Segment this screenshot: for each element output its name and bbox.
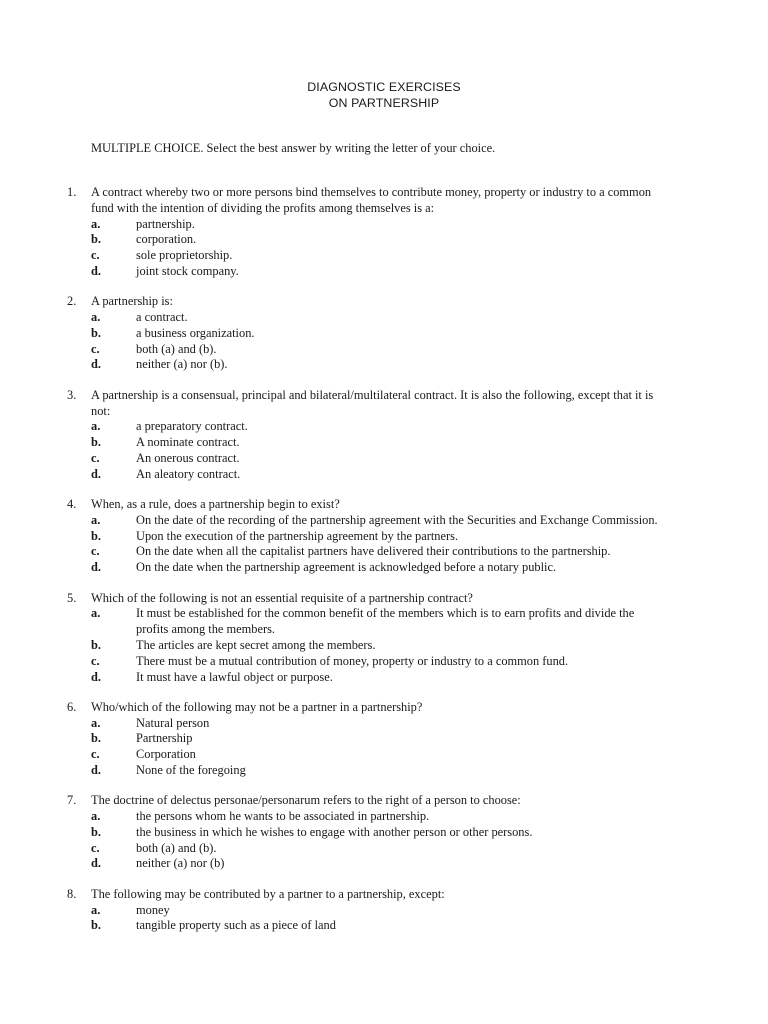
- choice-text: It must be established for the common benefit of the members which is to earn profits and divide the profits among the members.: [136, 606, 635, 637]
- choice-text: Partnership: [136, 731, 193, 746]
- choice-text: a preparatory contract.: [136, 419, 248, 434]
- choice-item: [67, 342, 687, 358]
- choice-item: [67, 544, 687, 560]
- choice-item: [67, 809, 687, 825]
- question-item: [67, 497, 687, 576]
- choice-item: [67, 747, 687, 763]
- choice-text: neither (a) nor (b).: [136, 357, 228, 372]
- choice-text: None of the foregoing: [136, 763, 246, 777]
- choice-list: [67, 606, 687, 685]
- choice-list: [67, 809, 687, 872]
- choice-item: [67, 435, 687, 451]
- choice-item: [67, 232, 687, 248]
- choice-item: [67, 654, 687, 670]
- choice-text: joint stock company.: [136, 263, 239, 278]
- choice-text: both (a) and (b).: [136, 341, 217, 356]
- question-text: The following may be contributed by a partner to a partnership, except:: [91, 886, 445, 901]
- choice-item: [67, 841, 687, 857]
- choice-letter: d.: [91, 763, 101, 777]
- document-title-line-1: DIAGNOSTIC EXERCISES: [307, 80, 461, 94]
- choice-text: neither (a) nor (b): [136, 856, 225, 871]
- choice-text: partnership.: [136, 216, 195, 231]
- choice-item: [67, 670, 687, 686]
- choice-letter: b.: [91, 731, 101, 746]
- choice-item: [67, 856, 687, 872]
- choice-item: [67, 419, 687, 435]
- choice-text: It must have a lawful object or purpose.: [136, 669, 333, 684]
- choice-text: A nominate contract.: [136, 435, 240, 450]
- choice-item: [67, 357, 687, 373]
- choice-text: tangible property such as a piece of land: [136, 918, 336, 933]
- question-number: 2.: [67, 294, 77, 309]
- choice-item: [67, 451, 687, 467]
- choice-letter: d.: [91, 466, 101, 481]
- question-item: [67, 185, 687, 280]
- question-item: [67, 294, 687, 373]
- choice-letter: b.: [91, 325, 101, 340]
- choice-letter: a.: [91, 715, 101, 730]
- choice-letter: c.: [91, 653, 100, 668]
- question-item: [67, 388, 687, 483]
- choice-letter: c.: [91, 840, 100, 855]
- choice-item: [67, 513, 687, 529]
- choice-letter: d.: [91, 263, 101, 278]
- choice-list: [67, 217, 687, 280]
- question-text: When, as a rule, does a partnership begin to exist?: [91, 497, 340, 512]
- instructions-text: MULTIPLE CHOICE. Select the best answer by writing the letter of your choice.: [91, 141, 496, 155]
- choice-item: [67, 903, 687, 919]
- choice-text: On the date when all the capitalist partners have delivered their contributions to the partnership.: [136, 544, 611, 559]
- choice-letter: a.: [91, 512, 101, 527]
- choice-item: [67, 716, 687, 732]
- question-number: 5.: [67, 590, 77, 605]
- choice-text: money: [136, 902, 170, 917]
- question-item: [67, 700, 687, 779]
- choice-letter: c.: [91, 341, 100, 356]
- choice-letter: d.: [91, 560, 101, 575]
- question-item: [67, 887, 687, 934]
- choice-item: [67, 264, 687, 280]
- choice-text: both (a) and (b).: [136, 840, 217, 855]
- choice-text: Upon the execution of the partnership agreement by the partners.: [136, 528, 459, 543]
- choice-item: [67, 248, 687, 264]
- choice-letter: b.: [91, 232, 101, 247]
- choice-list: [67, 716, 687, 779]
- choice-item: [67, 310, 687, 326]
- choice-item: [67, 918, 687, 934]
- question-text: Who/which of the following may not be a partner in a partnership?: [91, 699, 423, 714]
- choice-item: [67, 326, 687, 342]
- choice-letter: c.: [91, 747, 100, 762]
- choice-letter: d.: [91, 856, 101, 871]
- choice-text: There must be a mutual contribution of money, property or industry to a common fund.: [136, 653, 569, 668]
- question-number: 3.: [67, 387, 77, 402]
- question-number: 7.: [67, 793, 77, 808]
- choice-list: [67, 903, 687, 935]
- question-text: A partnership is a consensual, principal and bilateral/multilateral contract. It is also the following, except that it is not:: [91, 387, 654, 418]
- question-list: [67, 185, 687, 949]
- question-number: 8.: [67, 886, 77, 901]
- choice-text: Natural person: [136, 715, 210, 730]
- question-number: 1.: [67, 185, 77, 199]
- choice-letter: c.: [91, 544, 100, 559]
- choice-text: The articles are kept secret among the members.: [136, 637, 376, 652]
- question-text: A contract whereby two or more persons bind themselves to contribute money, property or industry to a common fund with the intention of dividing the profits among themselves is a:: [91, 185, 652, 215]
- choice-letter: c.: [91, 450, 100, 465]
- question-item: [67, 793, 687, 872]
- question-text: Which of the following is not an essential requisite of a partnership contract?: [91, 590, 473, 605]
- choice-list: [67, 513, 687, 576]
- choice-text: An aleatory contract.: [136, 466, 241, 481]
- choice-letter: a.: [91, 419, 101, 434]
- choice-text: corporation.: [136, 232, 197, 247]
- choice-item: [67, 731, 687, 747]
- choice-letter: b.: [91, 528, 101, 543]
- choice-letter: d.: [91, 669, 101, 684]
- choice-item: [67, 560, 687, 576]
- choice-text: sole proprietorship.: [136, 248, 233, 263]
- choice-item: [67, 467, 687, 483]
- choice-letter: b.: [91, 435, 101, 450]
- question-text: A partnership is:: [91, 294, 173, 309]
- question-text: The doctrine of delectus personae/personarum refers to the right of a person to choose:: [91, 793, 521, 808]
- choice-list: [67, 419, 687, 482]
- choice-letter: a.: [91, 606, 101, 621]
- document-title-line-2: ON PARTNERSHIP: [328, 96, 440, 110]
- choice-text: a business organization.: [136, 325, 255, 340]
- choice-letter: d.: [91, 357, 101, 372]
- choice-text: Corporation: [136, 747, 196, 762]
- choice-item: [67, 606, 687, 638]
- choice-text: On the date when the partnership agreement is acknowledged before a notary public.: [136, 560, 557, 575]
- choice-letter: a.: [91, 310, 101, 325]
- choice-text: the persons whom he wants to be associated in partnership.: [136, 809, 430, 824]
- choice-text: On the date of the recording of the partnership agreement with the Securities and Exchange Commission.: [136, 512, 658, 527]
- choice-item: [67, 638, 687, 654]
- choice-letter: b.: [91, 824, 101, 839]
- choice-letter: b.: [91, 637, 101, 652]
- choice-letter: a.: [91, 902, 101, 917]
- choice-letter: a.: [91, 809, 101, 824]
- choice-item: [67, 825, 687, 841]
- question-number: 4.: [67, 497, 77, 512]
- question-number: 6.: [67, 699, 77, 714]
- choice-text: the business in which he wishes to engage with another person or other persons.: [136, 824, 533, 839]
- choice-text: a contract.: [136, 310, 188, 325]
- choice-item: [67, 529, 687, 545]
- choice-text: An onerous contract.: [136, 450, 240, 465]
- choice-item: [67, 217, 687, 233]
- choice-letter: a.: [91, 216, 101, 231]
- choice-list: [67, 310, 687, 373]
- choice-letter: c.: [91, 248, 100, 263]
- question-item: [67, 591, 687, 686]
- choice-item: [67, 763, 687, 779]
- choice-letter: b.: [91, 918, 101, 933]
